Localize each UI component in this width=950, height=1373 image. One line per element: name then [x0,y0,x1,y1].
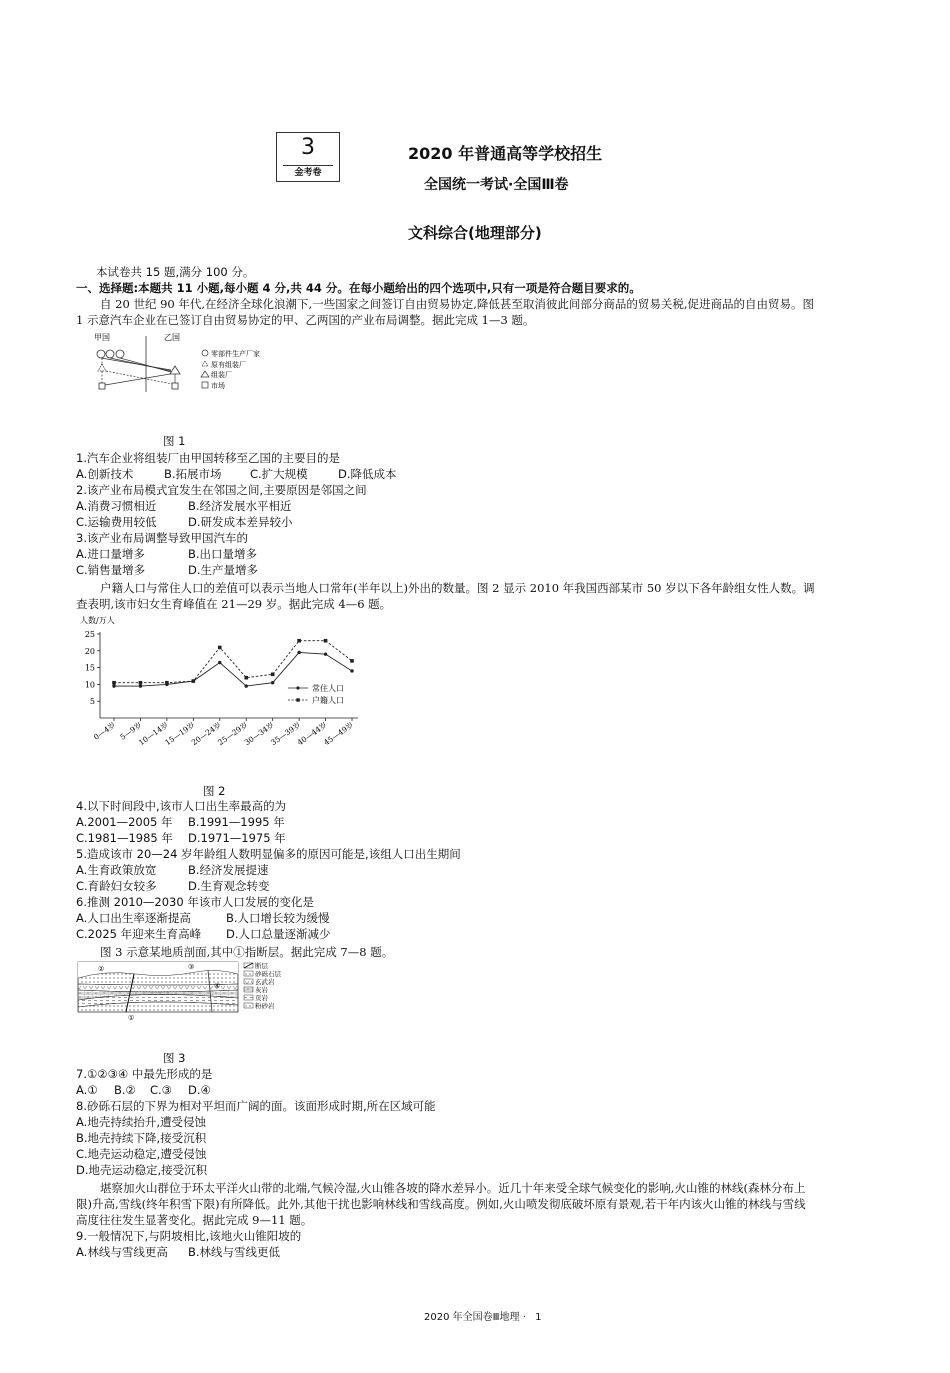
fig1-country-b: 乙国 [164,333,180,342]
y-tick-label: 10 [84,680,95,690]
q3-stem: 3.该产业布局调整导致甲国汽车的 [76,531,248,545]
data-point-registered [139,681,143,685]
fig1-legend-2: 原有组装厂 [211,361,246,369]
intro-text: 本试卷共 15 题,满分 100 分。 [96,265,255,279]
fig1-market-a [99,383,105,389]
q1-option-b[interactable]: B.拓展市场 [164,467,222,481]
q1-options [76,466,397,482]
fig3-legend-2: 砂砾石层 [255,970,281,978]
x-tick-label: 45—49岁 [322,720,356,748]
data-point-registered [324,639,328,643]
q6-option-a[interactable]: A.人口出生率逐渐提高 [76,911,191,925]
q3-option-a[interactable]: A.进口量增多 [76,547,145,561]
q3-options-row1 [76,546,257,562]
badge-label: 金考卷 [283,165,333,181]
fig3-legend-gravel-icon [244,971,253,976]
q6-option-d[interactable]: D.人口总量逐渐减少 [226,927,331,941]
fig1-country-a: 甲国 [94,333,110,342]
fig1-flow-line-old [106,371,172,384]
q3-option-b[interactable]: B.出口量增多 [188,547,258,561]
q1-stem: 1.汽车企业将组装厂由甲国转移至乙国的主要目的是 [76,451,340,465]
q6-option-c[interactable]: C.2025 年迎来生育高峰 [76,927,202,941]
q4-option-b[interactable]: B.1991—1995 年 [188,815,285,829]
fig3-mark-2: ② [98,965,105,973]
q5-options-row1 [76,862,269,878]
q5-option-a[interactable]: A.生育政策放宽 [76,863,157,877]
q3-option-d[interactable]: D.生产量增多 [188,563,259,577]
q6-option-b[interactable]: B.人口增长较为缓慢 [226,911,330,925]
y-tick-label: 20 [84,646,95,656]
data-point-registered [218,646,222,650]
q6-options-row2 [76,926,331,942]
q5-stem: 5.造成该市 20—24 岁年龄组人数明显偏多的原因可能是,该组人口出生期间 [76,847,461,861]
q7-option-b[interactable]: B.② [114,1083,136,1097]
q6-stem: 6.推测 2010—2030 年该市人口发展的变化是 [76,895,314,909]
q9-option-b[interactable]: B.林线与雪线更低 [188,1245,281,1259]
x-tick-label: 0—4岁 [91,720,118,742]
fig1-flow-line [110,358,171,371]
section-heading: 一、选择题:本题共 11 小题,每小题 4 分,共 44 分。在每小题给出的四个选项中,只有一项是符合题目要求的。 [76,281,641,295]
q1-option-d[interactable]: D.降低成本 [338,467,397,481]
data-point-resident [297,651,300,654]
x-tick-label: 10—14岁 [136,720,171,748]
series-line-resident [114,652,352,686]
q7-options [76,1082,211,1098]
q4-stem: 4.以下时间段中,该市人口出生率最高的为 [76,799,287,813]
q4-option-a[interactable]: A.2001—2005 年 [76,815,173,829]
passage4-line1: 堪察加火山群位于环太平洋火山带的北端,气候冷湿,火山锥各坡的降水差异小。近几十年来受全球气候变化的影响,火山锥的林线(森林分布上 [100,1181,806,1195]
data-point-resident [350,669,353,672]
q9-stem: 9.一般情况下,与阴坡相比,该地火山锥阳坡的 [76,1229,302,1243]
q8-stem: 8.砂砾石层的下界为相对平坦而广阔的面。该面形成时期,所在区域可能 [76,1099,436,1113]
footer-text: 2020 年全国卷Ⅲ地理 · [424,1312,526,1323]
fig3-legend-siltstone-icon [244,1003,253,1008]
fig1-supplier-1 [97,350,105,358]
fig1-legend-square-icon [202,382,208,388]
subject-title: 文科综合(地理部分) [408,224,542,242]
q7-option-a[interactable]: A.① [76,1083,98,1097]
fig1-legend-4: 市场 [211,382,225,390]
passage3: 图 3 示意某地质剖面,其中①指断层。据此完成 7—8 题。 [100,945,394,959]
q3-option-c[interactable]: C.销售量增多 [76,563,146,577]
figure2-chart [76,612,376,754]
x-tick-label: 35—39岁 [269,720,303,748]
y-tick-label: 5 [89,697,95,707]
fig3-legend-5: 页岩 [255,994,268,1002]
q8-option-b[interactable]: B.地壳持续下降,接受沉积 [76,1131,207,1145]
passage2-line2: 查表明,该市妇女生育峰值在 21—29 岁。据此完成 4—6 题。 [76,597,392,611]
fig1-legend-3: 组装厂 [211,371,232,379]
q9-option-a[interactable]: A.林线与雪线更高 [76,1245,168,1259]
passage1-line1: 自 20 世纪 90 年代,在经济全球化浪潮下,一些国家之间签订自由贸易协定,降低甚至取消彼此间部分商品的贸易关税,促进商品的自由贸易。图 [100,297,815,311]
fig3-legend-1: 断层 [255,962,268,970]
fig1-legend-dashed-triangle-icon [202,361,208,366]
q7-stem: 7.①②③④ 中最先形成的是 [76,1067,213,1081]
fig1-legend-triangle-icon [201,371,209,377]
data-point-registered [271,673,275,677]
page-footer [424,1308,541,1323]
passage2-line1: 户籍人口与常住人口的差值可以表示当地人口常年(半年以上)外出的数量。图 2 显示 2010 年我国西部某市 50 岁以下各年龄组女性人数。调 [100,581,815,595]
q9-options [76,1244,280,1260]
q2-option-b[interactable]: B.经济发展水平相近 [188,499,292,513]
figure3-cross-section [76,960,291,1022]
x-tick-label: 30—34岁 [242,720,276,748]
chart-ylabel: 人数/万人 [80,616,115,625]
q4-options-row2 [76,830,286,846]
x-tick-label: 25—29岁 [216,720,250,748]
passage4-line2: 限)升高,雪线(终年积雪下限)有所降低。此外,其他干扰也影响林线和雪线高度。例如,火山喷发彻底破坏原有景观,若干年内该火山锥的林线与雪线 [76,1197,806,1211]
q1-option-a[interactable]: A.创新技术 [76,467,134,481]
legend-square-icon [296,698,299,701]
q7-option-d[interactable]: D.④ [188,1083,211,1097]
q2-option-c[interactable]: C.运输费用较低 [76,515,157,529]
q5-option-c[interactable]: C.育龄妇女较多 [76,879,157,893]
fig3-legend-basalt-icon [244,979,253,984]
x-tick-label: 15—19岁 [163,720,197,748]
y-tick-label: 15 [84,663,95,673]
fig3-legend-limestone-icon [244,987,253,992]
q2-option-d[interactable]: D.研发成本差异较小 [188,515,293,529]
q2-stem: 2.该产业布局模式宜发生在邻国之间,主要原因是邻国之间 [76,483,367,497]
x-tick-label: 5—9岁 [118,720,144,742]
data-point-registered [165,681,169,685]
fig1-supplier-3 [116,350,124,358]
q2-option-a[interactable]: A.消费习惯相近 [76,499,157,513]
fig3-legend-shale-icon [244,995,253,1000]
q4-option-d[interactable]: D.1971—1975 年 [188,831,286,845]
legend-label-2: 户籍人口 [312,696,344,705]
data-point-registered [192,679,196,683]
fig3-legend-6: 粉砂岩 [255,1002,275,1010]
q1-option-c[interactable]: C.扩大规模 [250,467,308,481]
figure3-caption: 图 3 [163,1051,186,1065]
q7-option-c[interactable]: C.③ [150,1083,172,1097]
figure1-diagram [76,330,286,394]
q8-option-d[interactable]: D.地壳运动稳定,接受沉积 [76,1163,208,1177]
legend-label-1: 常住人口 [312,684,344,693]
fig1-flow-line [120,358,171,372]
fig3-legend-4: 灰岩 [255,986,268,994]
q6-options-row1 [76,910,330,926]
q8-option-a[interactable]: A.地壳持续抬升,遭受侵蚀 [76,1115,206,1129]
fig1-flow-line [105,374,170,385]
data-point-resident [112,684,115,687]
data-point-resident [271,681,274,684]
q5-option-b[interactable]: B.经济发展提速 [188,863,269,877]
legend-dot-icon [296,686,299,689]
figure1-caption: 图 1 [163,434,186,448]
fig1-flow-line [101,358,171,370]
q2-options-row2 [76,514,293,530]
x-tick-label: 20—24岁 [189,720,223,748]
q3-options-row2 [76,562,258,578]
badge-number: 3 [301,135,315,160]
fig3-mark-4: ④ [214,982,221,990]
q8-option-c[interactable]: C.地壳运动稳定,遭受侵蚀 [76,1147,207,1161]
q2-options-row1 [76,498,292,514]
fig3-legend-3: 玄武岩 [255,978,275,986]
passage4-line3: 高度往往发生显著变化。据此完成 9—11 题。 [76,1213,313,1227]
exam-badge [276,132,340,182]
fig3-mark-1: ① [128,1014,135,1022]
data-point-resident [218,661,221,664]
data-point-registered [112,681,116,685]
data-point-registered [350,659,354,663]
fig1-old-assembly [98,364,106,371]
exam-title: 2020 年普通高等学校招生 [408,144,603,163]
q5-options-row2 [76,878,270,894]
data-point-resident [324,652,327,655]
figure2-caption: 图 2 [203,784,226,798]
y-tick-label: 25 [84,630,95,639]
passage1-line2: 1 示意汽车企业在已签订自由贸易协定的甲、乙两国的产业布局调整。据此完成 1—3 题。 [76,313,535,327]
fig1-supplier-2 [106,350,114,358]
q4-options-row1 [76,814,285,830]
fig1-legend-circle-icon [202,350,208,356]
page-number: 1 [535,1312,542,1323]
fig3-mark-3: ③ [188,963,195,971]
fig1-new-assembly [170,366,180,374]
q4-option-c[interactable]: C.1981—1985 年 [76,831,173,845]
data-point-resident [139,684,142,687]
fig1-legend-1: 零部件生产厂家 [211,350,260,358]
fig1-market-b [172,383,178,389]
q5-option-d[interactable]: D.生育观念转变 [188,879,270,893]
data-point-resident [245,684,248,687]
series-line-registered [114,641,352,683]
x-tick-label: 40—44岁 [295,720,329,748]
exam-subtitle: 全国统一考试·全国Ⅲ卷 [424,177,569,193]
data-point-registered [297,639,301,643]
data-point-registered [244,676,248,680]
